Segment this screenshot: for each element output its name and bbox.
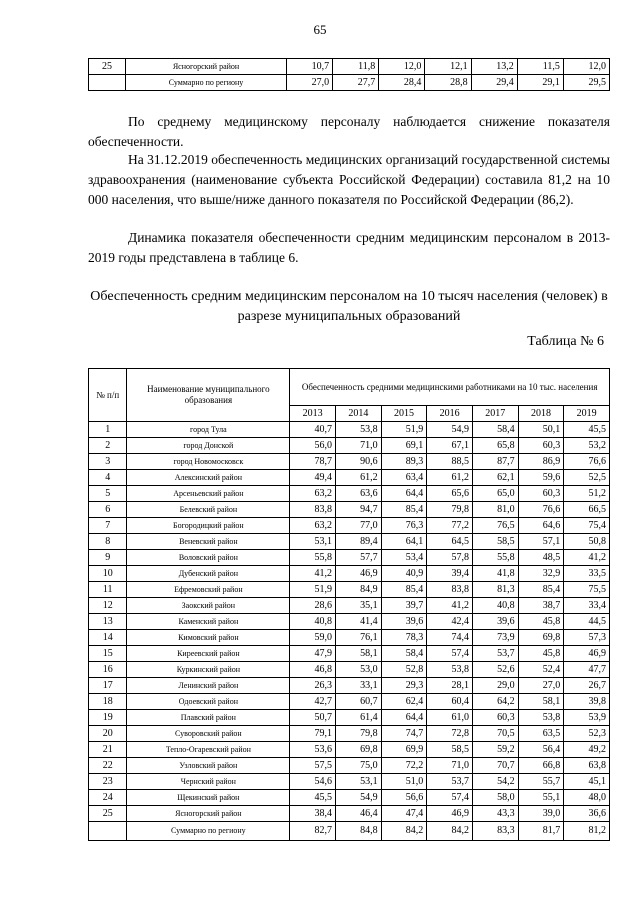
row-name: Суворовский район	[127, 726, 290, 742]
row-value: 27,0	[287, 75, 333, 91]
row-value: 58,1	[518, 694, 564, 710]
row-value: 12,0	[379, 59, 425, 75]
table-row	[89, 59, 610, 75]
row-value: 53,1	[290, 534, 336, 550]
row-value: 11,8	[333, 59, 379, 75]
table-row	[89, 502, 610, 518]
row-value: 40,7	[290, 422, 336, 438]
row-value: 29,4	[471, 75, 517, 91]
row-value: 33,5	[564, 566, 610, 582]
row-value: 72,2	[381, 758, 427, 774]
row-value: 89,4	[335, 534, 381, 550]
row-number: 9	[89, 550, 127, 566]
row-value: 65,6	[427, 486, 473, 502]
row-value: 28,8	[425, 75, 471, 91]
row-value: 28,1	[427, 678, 473, 694]
row-value: 81,3	[472, 582, 518, 598]
row-value: 54,9	[335, 790, 381, 806]
row-value: 64,5	[427, 534, 473, 550]
row-value: 43,3	[472, 806, 518, 822]
row-value: 48,5	[518, 550, 564, 566]
row-value: 39,7	[381, 598, 427, 614]
row-value: 74,7	[381, 726, 427, 742]
row-value: 83,8	[290, 502, 336, 518]
row-value: 60,4	[427, 694, 473, 710]
header-year: 2014	[335, 406, 381, 422]
header-year: 2015	[381, 406, 427, 422]
row-number: 19	[89, 710, 127, 726]
row-value: 56,4	[518, 742, 564, 758]
table-row	[89, 75, 610, 91]
table-label: Таблица № 6	[527, 334, 604, 349]
total-name: Суммарно по региону	[127, 822, 290, 841]
table-row	[89, 662, 610, 678]
row-value: 58,4	[381, 646, 427, 662]
row-value: 53,8	[427, 662, 473, 678]
table-title: Обеспеченность средним медицинским персоналом на 10 тысяч населения (человек) в разрезе муниципальных образований	[90, 289, 608, 324]
row-value: 36,6	[564, 806, 610, 822]
row-value: 57,7	[335, 550, 381, 566]
row-value: 61,2	[427, 470, 473, 486]
row-number: 21	[89, 742, 127, 758]
row-name: Ясногорский район	[126, 59, 287, 75]
table-row	[89, 614, 610, 630]
table-row	[89, 758, 610, 774]
row-number: 24	[89, 790, 127, 806]
table-row	[89, 582, 610, 598]
row-value: 63,6	[335, 486, 381, 502]
row-value: 67,1	[427, 438, 473, 454]
row-number: 18	[89, 694, 127, 710]
row-value: 52,4	[518, 662, 564, 678]
row-value: 55,8	[290, 550, 336, 566]
row-value: 69,8	[335, 742, 381, 758]
row-value: 60,3	[472, 710, 518, 726]
row-value: 78,7	[290, 454, 336, 470]
row-value: 28,6	[290, 598, 336, 614]
row-value: 56,0	[290, 438, 336, 454]
row-value: 50,7	[290, 710, 336, 726]
row-name: Плавский район	[127, 710, 290, 726]
row-value: 49,2	[564, 742, 610, 758]
row-value: 27,0	[518, 678, 564, 694]
table-row	[89, 534, 610, 550]
total-row	[89, 822, 610, 841]
row-number: 16	[89, 662, 127, 678]
table-row	[89, 694, 610, 710]
row-value: 51,2	[564, 486, 610, 502]
row-value: 53,8	[335, 422, 381, 438]
page-number: 65	[313, 22, 327, 37]
paragraph-1: По среднему медицинскому персоналу наблюдается снижение показателя обеспеченности.	[88, 114, 610, 149]
row-name: Куркинский район	[127, 662, 290, 678]
row-value: 58,0	[472, 790, 518, 806]
table-row	[89, 422, 610, 438]
row-value: 58,5	[472, 534, 518, 550]
row-value: 61,2	[335, 470, 381, 486]
row-name: Щекинский район	[127, 790, 290, 806]
row-value: 60,3	[518, 486, 564, 502]
table-row	[89, 438, 610, 454]
row-value: 41,2	[564, 550, 610, 566]
row-value: 46,9	[427, 806, 473, 822]
row-value: 56,6	[381, 790, 427, 806]
table-row	[89, 790, 610, 806]
table-row	[89, 454, 610, 470]
continued-table	[88, 58, 610, 91]
row-value: 47,7	[564, 662, 610, 678]
row-value: 53,9	[564, 710, 610, 726]
row-number: 25	[89, 806, 127, 822]
row-number: 6	[89, 502, 127, 518]
table-row	[89, 518, 610, 534]
row-value: 50,8	[564, 534, 610, 550]
row-value: 62,1	[472, 470, 518, 486]
total-value: 81,2	[564, 822, 610, 841]
row-number: 11	[89, 582, 127, 598]
row-number: 5	[89, 486, 127, 502]
row-value: 42,4	[427, 614, 473, 630]
row-value: 51,0	[381, 774, 427, 790]
row-value: 57,3	[564, 630, 610, 646]
row-value: 59,0	[290, 630, 336, 646]
row-name: Ленинский район	[127, 678, 290, 694]
row-value: 42,7	[290, 694, 336, 710]
row-value: 29,3	[381, 678, 427, 694]
row-value: 13,2	[471, 59, 517, 75]
row-name: Богородицкий район	[127, 518, 290, 534]
row-value: 53,7	[472, 646, 518, 662]
row-name: город Тула	[127, 422, 290, 438]
row-value: 39,6	[472, 614, 518, 630]
row-value: 51,9	[290, 582, 336, 598]
row-value: 33,1	[335, 678, 381, 694]
row-value: 75,0	[335, 758, 381, 774]
total-value: 84,8	[335, 822, 381, 841]
table-row	[89, 598, 610, 614]
row-value: 53,6	[290, 742, 336, 758]
row-number: 20	[89, 726, 127, 742]
row-value: 53,1	[335, 774, 381, 790]
table-row	[89, 710, 610, 726]
row-value: 55,8	[472, 550, 518, 566]
row-value: 52,6	[472, 662, 518, 678]
row-value: 39,6	[381, 614, 427, 630]
row-number: 23	[89, 774, 127, 790]
header-year: 2017	[472, 406, 518, 422]
row-value: 62,4	[381, 694, 427, 710]
row-value: 79,1	[290, 726, 336, 742]
table-row	[89, 726, 610, 742]
row-value: 53,2	[564, 438, 610, 454]
row-value: 41,4	[335, 614, 381, 630]
table-row	[89, 630, 610, 646]
row-name: Ефремовский район	[127, 582, 290, 598]
row-value: 57,4	[427, 646, 473, 662]
row-value: 71,0	[335, 438, 381, 454]
header-name: Наименование муниципального образования	[127, 369, 290, 422]
row-value: 26,7	[564, 678, 610, 694]
row-value: 53,8	[518, 710, 564, 726]
row-number: 10	[89, 566, 127, 582]
row-value: 76,5	[472, 518, 518, 534]
row-value: 69,8	[518, 630, 564, 646]
row-number: 4	[89, 470, 127, 486]
row-name: Каменский район	[127, 614, 290, 630]
row-value: 58,4	[472, 422, 518, 438]
row-number: 22	[89, 758, 127, 774]
row-value: 32,9	[518, 566, 564, 582]
row-value: 76,6	[518, 502, 564, 518]
row-value: 81,0	[472, 502, 518, 518]
row-value: 46,8	[290, 662, 336, 678]
row-value: 47,9	[290, 646, 336, 662]
row-value: 79,8	[427, 502, 473, 518]
row-value: 29,1	[517, 75, 563, 91]
row-name: Одоевский район	[127, 694, 290, 710]
row-value: 41,2	[427, 598, 473, 614]
row-number: 17	[89, 678, 127, 694]
row-value: 10,7	[287, 59, 333, 75]
row-value: 70,7	[472, 758, 518, 774]
total-value: 83,3	[472, 822, 518, 841]
row-number: 15	[89, 646, 127, 662]
row-value: 66,5	[564, 502, 610, 518]
row-value: 76,3	[381, 518, 427, 534]
total-empty-cell	[89, 822, 127, 841]
row-name: город Донской	[127, 438, 290, 454]
row-value: 45,8	[518, 646, 564, 662]
row-value: 45,1	[564, 774, 610, 790]
row-value: 29,5	[563, 75, 609, 91]
row-value: 55,7	[518, 774, 564, 790]
row-value: 59,6	[518, 470, 564, 486]
row-value: 60,3	[518, 438, 564, 454]
row-value: 69,1	[381, 438, 427, 454]
row-value: 76,1	[335, 630, 381, 646]
row-number: 2	[89, 438, 127, 454]
paragraph-2: На 31.12.2019 обеспеченность медицинских организаций государственной системы здравоохранения (наименование субъекта Российской Федерации) составила 81,2 на 10 000 населения, что выше/ниже данного показателя по Российской Федерации (86,2).	[88, 152, 610, 207]
row-value: 26,3	[290, 678, 336, 694]
row-value: 63,4	[381, 470, 427, 486]
row-value: 38,7	[518, 598, 564, 614]
row-name: Воловский район	[127, 550, 290, 566]
row-value: 46,9	[335, 566, 381, 582]
table-row	[89, 470, 610, 486]
row-value: 83,8	[427, 582, 473, 598]
row-value: 61,4	[335, 710, 381, 726]
row-number: 12	[89, 598, 127, 614]
row-number: 1	[89, 422, 127, 438]
row-value: 39,4	[427, 566, 473, 582]
row-value: 41,8	[472, 566, 518, 582]
row-value: 63,2	[290, 486, 336, 502]
row-value: 47,4	[381, 806, 427, 822]
row-value: 94,7	[335, 502, 381, 518]
row-value: 52,5	[564, 470, 610, 486]
row-value: 51,9	[381, 422, 427, 438]
row-value: 40,8	[472, 598, 518, 614]
row-value: 53,7	[427, 774, 473, 790]
row-number	[89, 75, 126, 91]
header-num: № п/п	[89, 369, 127, 422]
row-value: 40,8	[290, 614, 336, 630]
table-row	[89, 678, 610, 694]
table-row	[89, 646, 610, 662]
row-name: Чернский район	[127, 774, 290, 790]
row-value: 75,4	[564, 518, 610, 534]
row-name: Алексинский район	[127, 470, 290, 486]
row-value: 53,4	[381, 550, 427, 566]
row-value: 46,4	[335, 806, 381, 822]
row-value: 64,2	[472, 694, 518, 710]
row-value: 72,8	[427, 726, 473, 742]
row-value: 71,0	[427, 758, 473, 774]
row-name: Кимовский район	[127, 630, 290, 646]
row-value: 44,5	[564, 614, 610, 630]
row-value: 70,5	[472, 726, 518, 742]
row-name: Белевский район	[127, 502, 290, 518]
table-row	[89, 742, 610, 758]
row-value: 59,2	[472, 742, 518, 758]
row-value: 78,3	[381, 630, 427, 646]
row-value: 53,0	[335, 662, 381, 678]
row-value: 79,8	[335, 726, 381, 742]
row-value: 38,4	[290, 806, 336, 822]
table-row	[89, 566, 610, 582]
total-value: 81,7	[518, 822, 564, 841]
header-year: 2016	[427, 406, 473, 422]
row-name: Тепло-Огаревский район	[127, 742, 290, 758]
row-number: 13	[89, 614, 127, 630]
header-year: 2018	[518, 406, 564, 422]
row-value: 46,9	[564, 646, 610, 662]
row-value: 64,6	[518, 518, 564, 534]
row-name: Суммарно по региону	[126, 75, 287, 91]
row-name: Узловский район	[127, 758, 290, 774]
row-value: 28,4	[379, 75, 425, 91]
row-value: 39,0	[518, 806, 564, 822]
row-name: Заокский район	[127, 598, 290, 614]
table-row	[89, 774, 610, 790]
row-value: 57,4	[427, 790, 473, 806]
paragraph-3: Динамика показателя обеспеченности средним медицинским персоналом в 2013-2019 годы представлена в таблице 6.	[88, 230, 610, 265]
row-value: 54,2	[472, 774, 518, 790]
row-value: 63,2	[290, 518, 336, 534]
row-value: 58,5	[427, 742, 473, 758]
row-value: 74,4	[427, 630, 473, 646]
row-value: 65,0	[472, 486, 518, 502]
row-number: 3	[89, 454, 127, 470]
row-value: 89,3	[381, 454, 427, 470]
row-name: город Новомосковск	[127, 454, 290, 470]
header-year: 2013	[290, 406, 336, 422]
table-row	[89, 550, 610, 566]
row-value: 41,2	[290, 566, 336, 582]
header-group: Обеспеченность средними медицинскими работниками на 10 тыс. населения	[290, 369, 610, 406]
table-row	[89, 486, 610, 502]
row-value: 27,7	[333, 75, 379, 91]
row-value: 52,8	[381, 662, 427, 678]
row-value: 90,6	[335, 454, 381, 470]
row-value: 33,4	[564, 598, 610, 614]
row-value: 11,5	[517, 59, 563, 75]
total-value: 84,2	[381, 822, 427, 841]
row-name: Арсеньевский район	[127, 486, 290, 502]
row-value: 35,1	[335, 598, 381, 614]
row-value: 64,4	[381, 486, 427, 502]
total-value: 82,7	[290, 822, 336, 841]
row-value: 85,4	[518, 582, 564, 598]
row-value: 88,5	[427, 454, 473, 470]
row-value: 57,1	[518, 534, 564, 550]
row-value: 66,8	[518, 758, 564, 774]
row-number: 25	[89, 59, 126, 75]
row-value: 55,1	[518, 790, 564, 806]
row-value: 85,4	[381, 582, 427, 598]
row-name: Киреевский район	[127, 646, 290, 662]
row-value: 54,9	[427, 422, 473, 438]
row-value: 52,3	[564, 726, 610, 742]
header-year: 2019	[564, 406, 610, 422]
row-value: 87,7	[472, 454, 518, 470]
row-name: Дубенский район	[127, 566, 290, 582]
main-table	[88, 368, 610, 841]
row-value: 12,1	[425, 59, 471, 75]
row-value: 86,9	[518, 454, 564, 470]
row-value: 77,2	[427, 518, 473, 534]
row-value: 73,9	[472, 630, 518, 646]
row-value: 75,5	[564, 582, 610, 598]
row-value: 45,5	[564, 422, 610, 438]
row-name: Веневский район	[127, 534, 290, 550]
row-value: 57,8	[427, 550, 473, 566]
row-value: 29,0	[472, 678, 518, 694]
row-value: 85,4	[381, 502, 427, 518]
row-value: 49,4	[290, 470, 336, 486]
row-value: 65,8	[472, 438, 518, 454]
row-value: 12,0	[563, 59, 609, 75]
row-value: 57,5	[290, 758, 336, 774]
row-number: 14	[89, 630, 127, 646]
row-name: Ясногорский район	[127, 806, 290, 822]
row-number: 7	[89, 518, 127, 534]
total-value: 84,2	[427, 822, 473, 841]
row-value: 39,8	[564, 694, 610, 710]
row-value: 69,9	[381, 742, 427, 758]
table-row	[89, 806, 610, 822]
row-value: 61,0	[427, 710, 473, 726]
row-value: 45,8	[518, 614, 564, 630]
row-number: 8	[89, 534, 127, 550]
row-value: 77,0	[335, 518, 381, 534]
row-value: 63,5	[518, 726, 564, 742]
row-value: 45,5	[290, 790, 336, 806]
row-value: 64,1	[381, 534, 427, 550]
row-value: 50,1	[518, 422, 564, 438]
row-value: 60,7	[335, 694, 381, 710]
row-value: 48,0	[564, 790, 610, 806]
row-value: 54,6	[290, 774, 336, 790]
row-value: 84,9	[335, 582, 381, 598]
row-value: 63,8	[564, 758, 610, 774]
row-value: 76,6	[564, 454, 610, 470]
row-value: 64,4	[381, 710, 427, 726]
row-value: 58,1	[335, 646, 381, 662]
row-value: 40,9	[381, 566, 427, 582]
